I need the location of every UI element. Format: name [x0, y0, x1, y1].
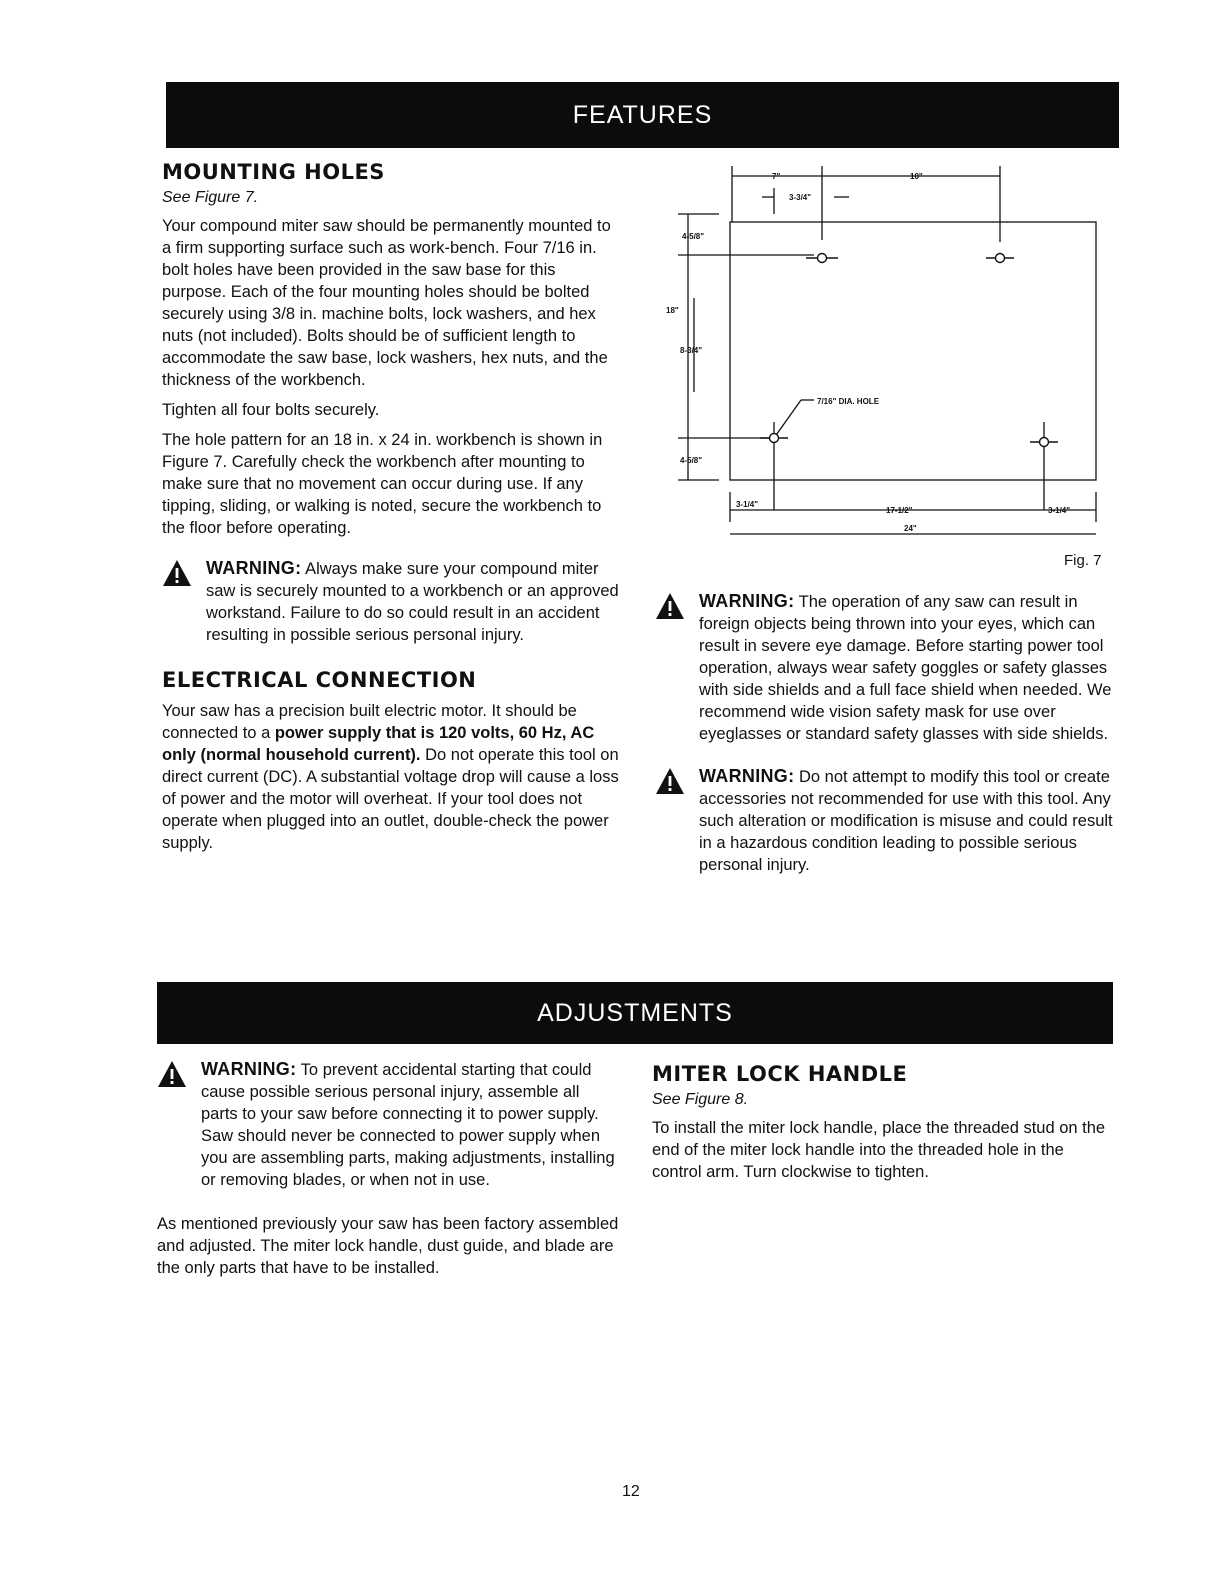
warning-label: WARNING:	[201, 1059, 297, 1079]
dim-7: 7"	[772, 172, 781, 181]
mounting-hole-bottom-right	[1030, 438, 1058, 447]
warning-text: Do not attempt to modify this tool or create accessories not recommended for use with this tool. Any such alteration or modification is misuse and could result in a hazardous condition leading to possible serious personal injury.	[699, 768, 1113, 874]
miter-lock-paragraph: To install the miter lock handle, place the threaded stud on the end of the miter lock handle into the threaded hole in the control arm. Turn clockwise to tighten.	[652, 1119, 1106, 1181]
warning-triangle-icon	[162, 559, 192, 587]
dim-3-1-4-left: 3-1/4"	[736, 500, 759, 509]
warning-text: Always make sure your compound miter saw is securely mounted to a workbench or an approved workstand. Failure to do so could result in an accident resulting in possible serious personal injury.	[206, 560, 619, 644]
left-column-adjustments	[157, 1058, 619, 1287]
warning-label: WARNING:	[699, 591, 795, 611]
dim-3-3-4: 3-3/4"	[789, 193, 812, 202]
dim-3-1-4-right: 3-1/4"	[1048, 506, 1071, 515]
warning-text: To prevent accidental starting that could cause possible serious personal injury, assemble all parts to your saw before connecting it to power supply. Saw should never be connected to power supply when you are assembling parts, making adjustments, installing or removing blades, or when not in use.	[201, 1061, 615, 1189]
electrical-connection-heading: ELECTRICAL CONNECTION	[162, 668, 477, 692]
mounting-paragraph-1: Your compound miter saw should be permanently mounted to a firm supporting surface such as work-bench. Four 7/16 in. bolt holes have been provided in the saw base for this purpose. Each of the four mounting holes should be bolted securely using 3/8 in. machine bolts, lock washers, and hex nuts (not included). Bolts should be of sufficient length to accommodate the saw base, lock washers, hex nuts, and the thickness of the workbench.	[162, 217, 611, 389]
mounting-hole-top-right	[986, 254, 1014, 263]
warning-triangle-icon	[655, 592, 685, 620]
warning-text: The operation of any saw can result in foreign objects being thrown into your eyes, which can result in severe eye damage. Before starting power tool operation, always wear safety goggles or safety glasses with side shields and a full face shield when needed. We recommend wide vision safety mask for use over eyeglasses or standard safety glasses with side shields.	[699, 593, 1112, 743]
electrical-text-bold: power supply that is 120 volts, 60 Hz, AC only (normal household current).	[162, 724, 595, 764]
adjustments-paragraph: As mentioned previously your saw has been factory assembled and adjusted. The miter lock handle, dust guide, and blade are the only parts that have to be installed.	[157, 1215, 619, 1277]
dim-10: 10"	[910, 172, 923, 181]
see-figure-7: See Figure 7.	[162, 189, 259, 206]
adjustments-warning	[157, 1058, 619, 1191]
see-figure-8: See Figure 8.	[652, 1091, 749, 1108]
mounting-hole-bottom-left	[760, 434, 788, 443]
mounting-warning	[162, 557, 624, 646]
dim-24: 24"	[904, 524, 917, 533]
mounting-paragraph-3: The hole pattern for an 18 in. x 24 in. workbench is shown in Figure 7. Carefully check the workbench after mounting to make sure that no movement can occur during use. If any tipping, sliding, or walking is noted, secure the workbench to the floor before operating.	[162, 431, 603, 537]
electrical-paragraph	[162, 700, 624, 854]
warning-label: WARNING:	[206, 558, 302, 578]
modify-tool-warning	[655, 765, 1115, 876]
warning-label: WARNING:	[699, 766, 795, 786]
electrical-text-2: Do not operate this tool on direct current (DC). A substantial voltage drop will cause a loss of power and the motor will overheat. If your tool does not operate when plugged into an outlet, double-check the power supply.	[162, 746, 619, 852]
dim-17-1-2: 17-1/2"	[886, 506, 913, 515]
features-banner: FEATURES	[166, 82, 1119, 148]
dim-4-5-8-top: 4-5/8"	[682, 232, 705, 241]
figure-7-caption: Fig. 7	[1064, 552, 1102, 569]
miter-lock-handle-heading: MITER LOCK HANDLE	[652, 1062, 908, 1086]
mounting-holes-heading: MOUNTING HOLES	[162, 160, 385, 184]
miter-lock-handle-section	[652, 1062, 1110, 1191]
dim-8-3-4: 8-3/4"	[680, 346, 703, 355]
dim-hole-label: 7/16" DIA. HOLE	[817, 397, 880, 406]
figure-7-hole-pattern-diagram	[664, 160, 1104, 545]
page-number: 12	[622, 1483, 640, 1500]
dim-4-5-8-bottom: 4-5/8"	[680, 456, 703, 465]
right-column-warnings	[655, 590, 1115, 876]
mounting-paragraph-2: Tighten all four bolts securely.	[162, 401, 380, 419]
warning-triangle-icon	[655, 767, 685, 795]
left-column-features	[162, 160, 624, 862]
electrical-text-1: Your saw has a precision built electric motor. It should be connected to a	[162, 702, 577, 742]
warning-triangle-icon	[157, 1060, 187, 1088]
eye-protection-warning	[655, 590, 1115, 745]
adjustments-banner: ADJUSTMENTS	[157, 982, 1113, 1044]
dim-18: 18"	[666, 306, 679, 315]
